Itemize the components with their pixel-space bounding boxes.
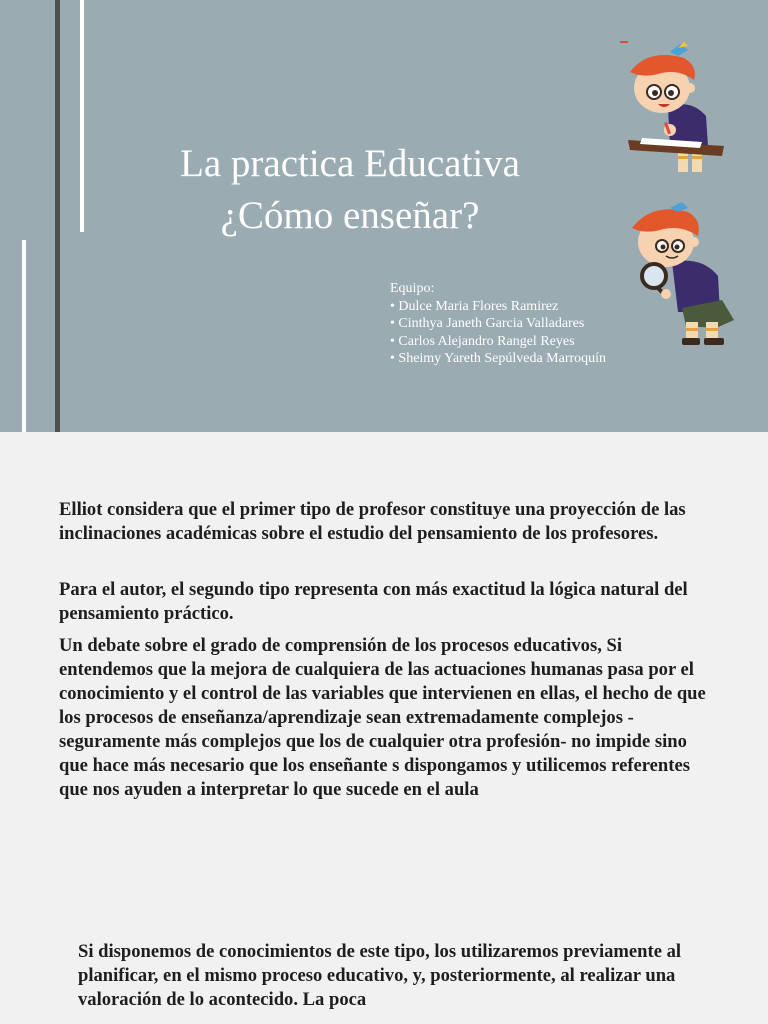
team-member: • Sheimy Yareth Sepúlveda Marroquín bbox=[390, 351, 607, 366]
title-line-1: La practica Educativa bbox=[180, 142, 520, 185]
title-line-2: ¿Cómo enseñar? bbox=[220, 194, 480, 237]
paragraph-2: Para el autor, el segundo tipo representa con más exactitud la lógica natural del pensamiento práctico. bbox=[59, 579, 688, 624]
paragraph-4: Si disponemos de conocimientos de este tipo, los utilizaremos previamente al planificar, en el mismo proceso educativo, y, posteriormente, al realizar una valoración de lo acontecido. La poca bbox=[78, 941, 682, 1010]
kid-writing-icon bbox=[618, 38, 730, 180]
slide-title bbox=[120, 138, 580, 242]
team-member: • Dulce Maria Flores Ramirez bbox=[390, 298, 559, 314]
team-member: • Carlos Alejandro Rangel Reyes bbox=[390, 333, 575, 349]
content-slide bbox=[0, 432, 768, 1024]
paragraph-3: Un debate sobre el grado de comprensión de los procesos educativos, Si entendemos que la mejora de cualquiera de las actuaciones humanas pasa por el conocimiento y el control de las variables que intervienen en ellas, el hecho de que los procesos de enseñanza/aprendizaje sean extremadamente complejos -seguramente más complejos que los de cualquier otra profesión- no impide sino que hace más necesario que los enseñante s dispongamos y utilicemos referentes que nos ayuden a interpretar lo que sucede en el aula bbox=[59, 635, 706, 800]
team-list bbox=[390, 280, 606, 368]
kid-magnifier-icon bbox=[622, 200, 742, 350]
vertical-bar-white-bottom bbox=[22, 240, 26, 432]
team-member: • Cinthya Janeth Garcia Valladares bbox=[390, 316, 585, 331]
paragraph-1: Elliot considera que el primer tipo de profesor constituye una proyección de las inclinaciones académicas sobre el estudio del pensamiento de los profesores. bbox=[59, 499, 686, 544]
vertical-bar-white-top bbox=[80, 0, 84, 232]
vertical-bar-dark bbox=[55, 0, 60, 432]
title-slide bbox=[0, 0, 768, 432]
team-label: Equipo: bbox=[390, 281, 435, 296]
